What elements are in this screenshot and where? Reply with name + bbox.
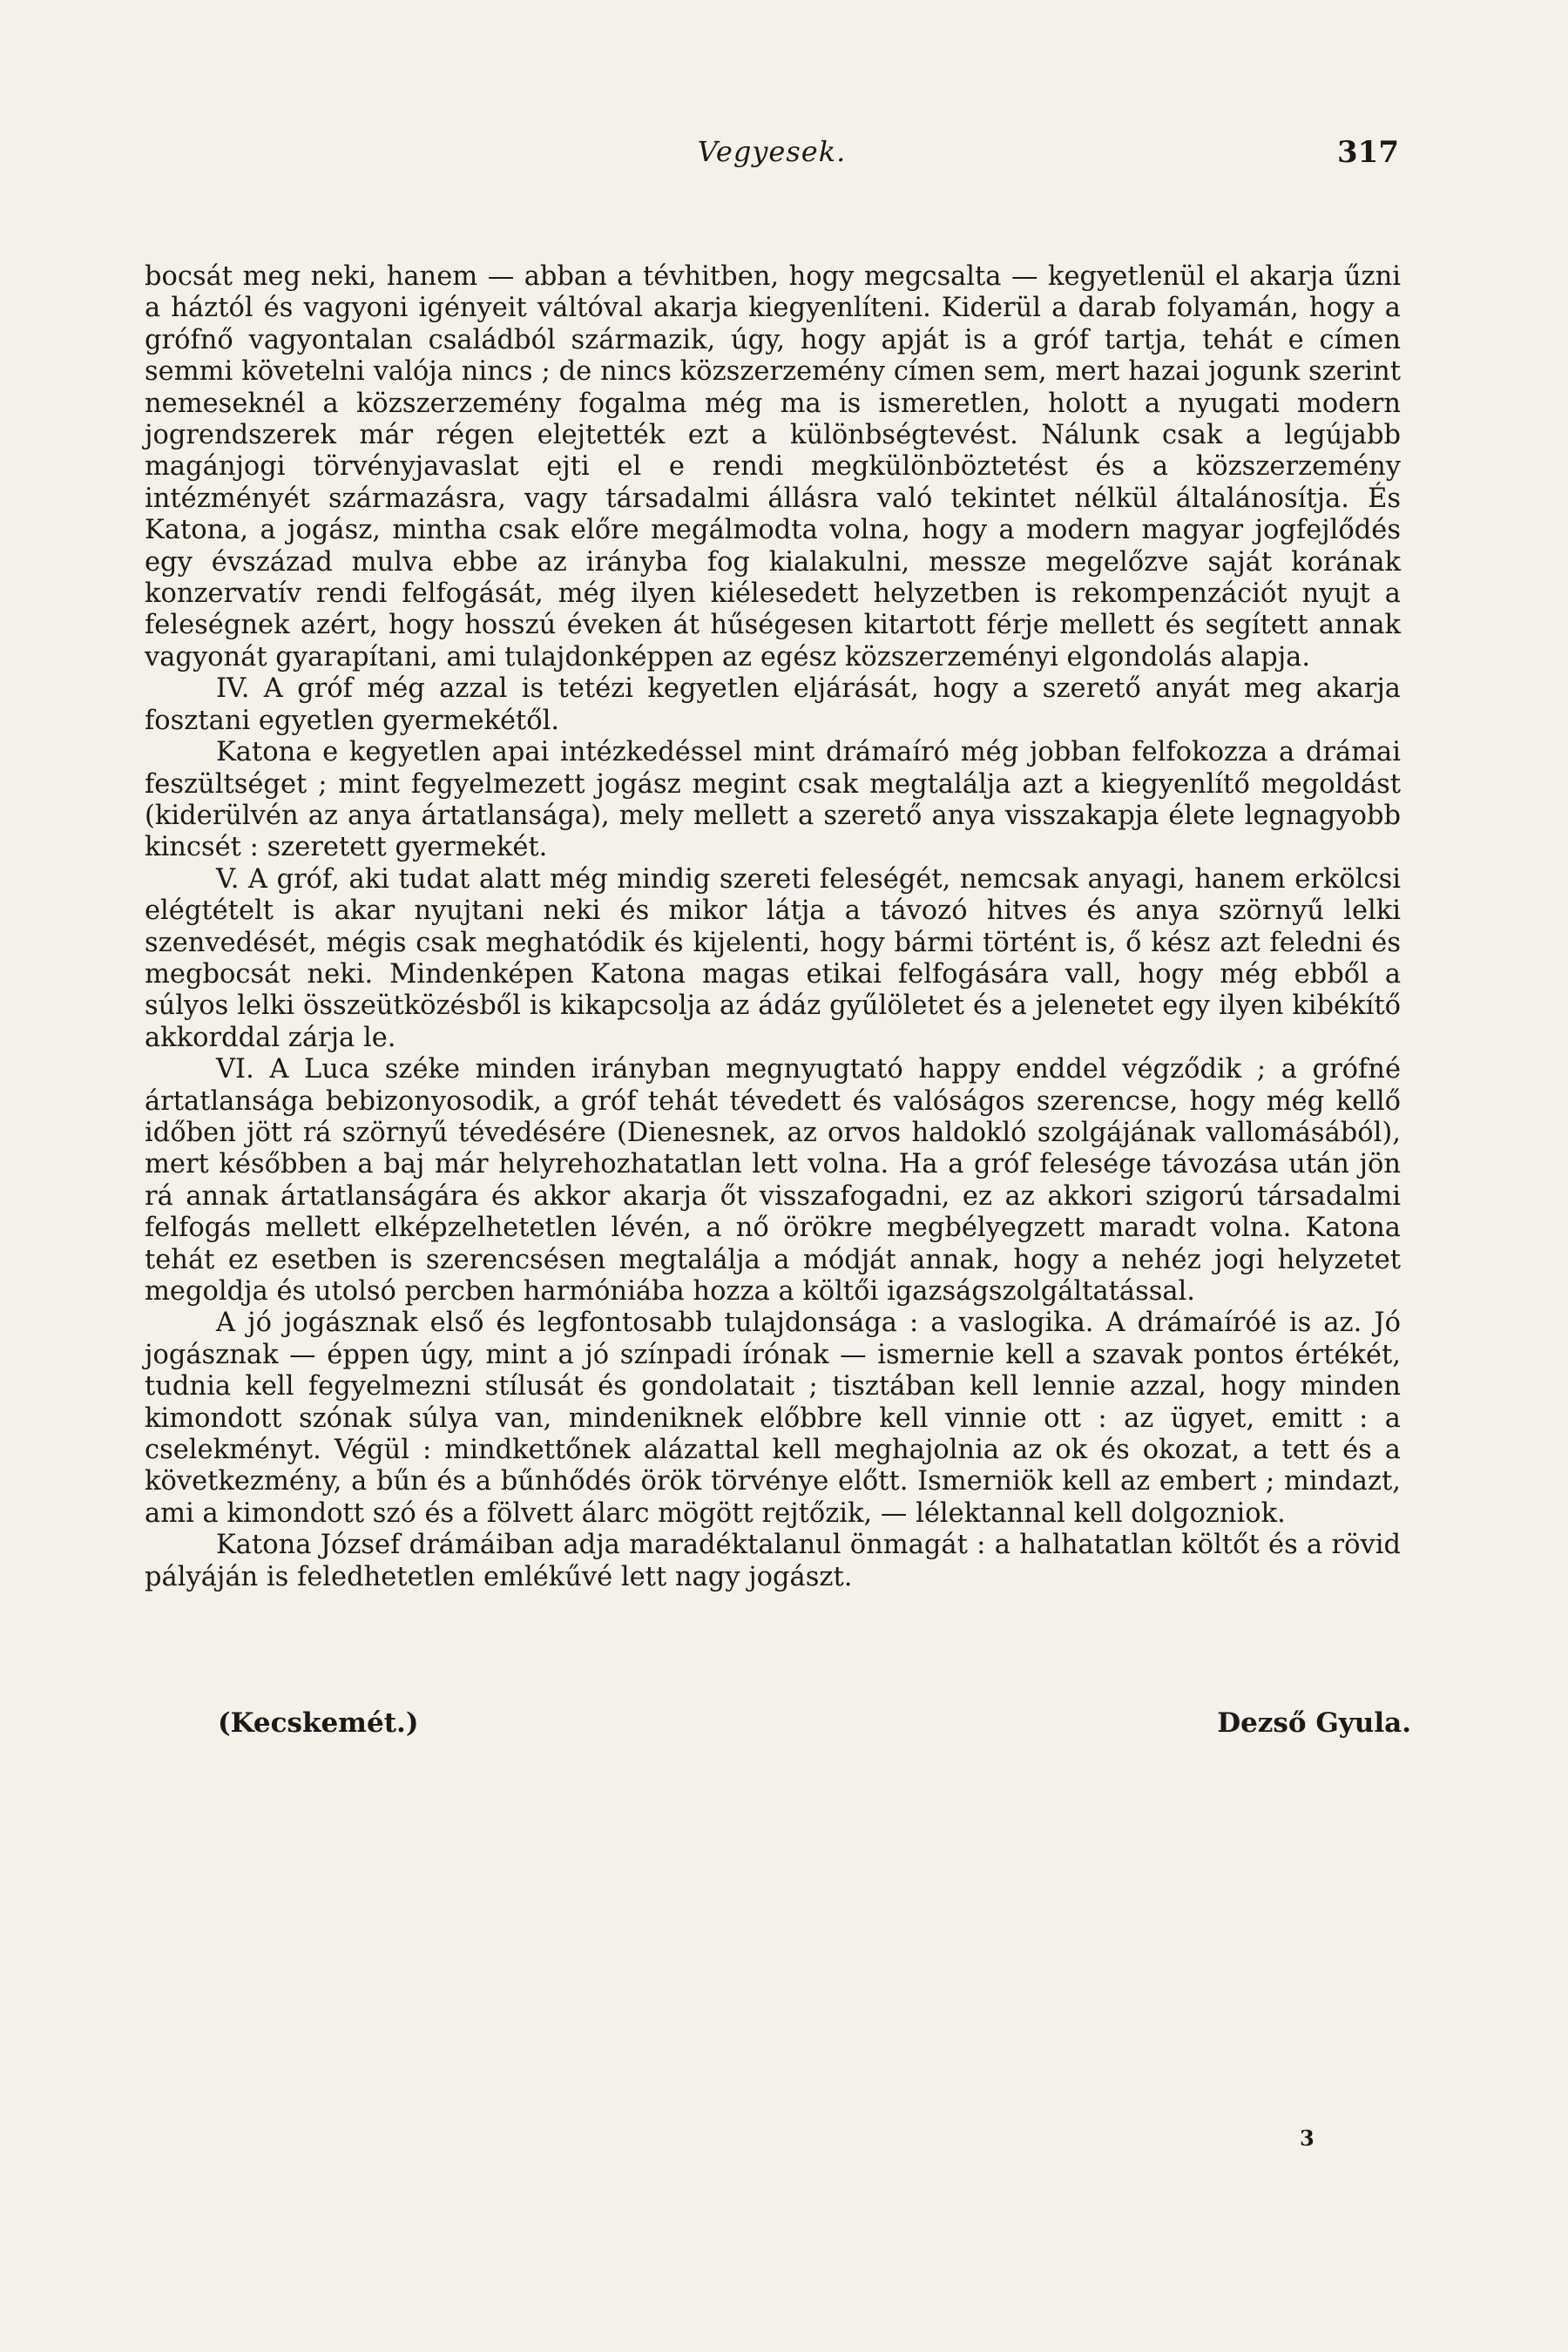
paragraph: VI. A Luca széke minden irányban megnyugtató happy enddel végződik ; a grófné ártatlansága bebizonyosodik, a gróf tehát tévedett és valóságos szerencse, hogy még kellő időben jött rá szörnyű tévedésére (Dienesnek, az orvos haldokló szolgájának vallomásából), mert későbben a baj már helyrehozhatatlan lett volna. Ha a gróf felesége távozása után jön rá annak ártatlanságára és akkor akarja őt visszafogadni, ez az akkori szigorú társadalmi felfogás mellett elképzelhetetlen lévén, a nő örökre megbélyegzett maradt volna. Katona tehát ez esetben is szerencsésen megtalálja a módját annak, hogy a nehéz jogi helyzetet megoldja és utolsó percben harmóniába hozza a költői igazságszolgáltatással. (145, 1054, 1401, 1307)
paragraph: Katona e kegyetlen apai intézkedéssel mint drámaíró még jobban felfokozza a drámai feszültséget ; mint fegyelmezett jogász megint csak megtalálja azt a kiegyenlítő megoldást (kiderülvén az anya ártatlansága), mely mellett a szerető anya visszakapja élete legnagyobb kincsét : szeretett gyermekét. (145, 737, 1401, 863)
paragraph: bocsát meg neki, hanem — abban a tévhitben, hogy megcsalta — kegyetlenül el akarja űzni a háztól és vagyoni igényeit váltóval akarja kiegyenlíteni. Kiderül a darab folyamán, hogy a grófnő vagyontalan családból származik, úgy, hogy apját is a gróf tartja, tehát e címen semmi követelni valója nincs ; de nincs közszerzemény címen sem, mert hazai jogunk szerint nemeseknél a közszerzemény fogalma még ma is ismeretlen, holott a nyugati modern jogrendszerek már régen elejtették ezt a különbségtevést. Nálunk csak a legújabb magánjogi törvényjavaslat ejti el e rendi megkülönböztetést és a közszerzemény intézményét származásra, vagy társadalmi állásra való tekintet nélkül általánosítja. És Katona, a jogász, mintha csak előre megálmodta volna, hogy a modern magyar jogfejlődés egy évszázad mulva ebbe az irányba fog kialakulni, messze megelőzve saját korának konzervatív rendi felfogását, még ilyen kiélesedett helyzetben is rekompenzációt nyujt a feleségnek azért, hogy hosszú éveken át hűségesen kitartott férje mellett és segített annak vagyonát gyarapítani, ami tulajdonképpen az egész közszerzeményi elgondolás alapja. (145, 261, 1401, 672)
paragraph: V. A gróf, aki tudat alatt még mindig szereti feleségét, nemcsak anyagi, hanem erkölcsi elégtételt is akar nyujtani neki és mikor látja a távozó hitves és anya szörnyű lelki szenvedését, mégis csak meghatódik és kijelenti, hogy bármi történt is, ő kész azt feledni és megbocsát neki. Mindenképen Katona magas etikai felfogására vall, hogy még ebből a súlyos lelki összeütközésből is kikapcsolja az ádáz gyűlöletet és a jelenetet egy ilyen kibékítő akkorddal zárja le. (145, 863, 1401, 1053)
paragraph: Katona József drámáiban adja maradéktalanul önmagát : a halhatatlan költőt és a rövid pályáján is feledhetetlen emlékűvé lett nagy jogászt. (145, 1530, 1401, 1592)
signature-author: Dezső Gyula. (1217, 1707, 1411, 1739)
running-head (145, 135, 1399, 179)
article-body (145, 261, 1401, 1593)
signature-place: (Kecskemét.) (218, 1707, 419, 1739)
page-number: 317 (1337, 135, 1399, 170)
running-title: Vegyesek. (697, 135, 847, 168)
sheet-signature-mark: 3 (1300, 2126, 1315, 2151)
signature-line (218, 1707, 1411, 1746)
paragraph: A jó jogásznak első és legfontosabb tulajdonsága : a vaslogika. A drámaíróé is az. Jó jogásznak — éppen úgy, mint a jó színpadi írónak — ismernie kell a szavak pontos értékét, tudnia kell fegyelmezni stílusát és gondolatait ; tisztában kell lennie azzal, hogy minden kimondott szónak súlya van, mindeniknek előbbre kell vinnie ott : az ügyet, emitt : a cselekményt. Végül : mindkettőnek alázattal kell meghajolnia az ok és okozat, a tett és a következmény, a bűn és a bűnhődés örök törvénye előtt. Ismerniök kell az embert ; mindazt, ami a kimondott szó és a fölvett álarc mögött rejtőzik, — lélektannal kell dolgozniok. (145, 1308, 1401, 1529)
paragraph: IV. A gróf még azzal is tetézi kegyetlen eljárását, hogy a szerető anyát meg akarja fosztani egyetlen gyermekétől. (145, 673, 1401, 736)
